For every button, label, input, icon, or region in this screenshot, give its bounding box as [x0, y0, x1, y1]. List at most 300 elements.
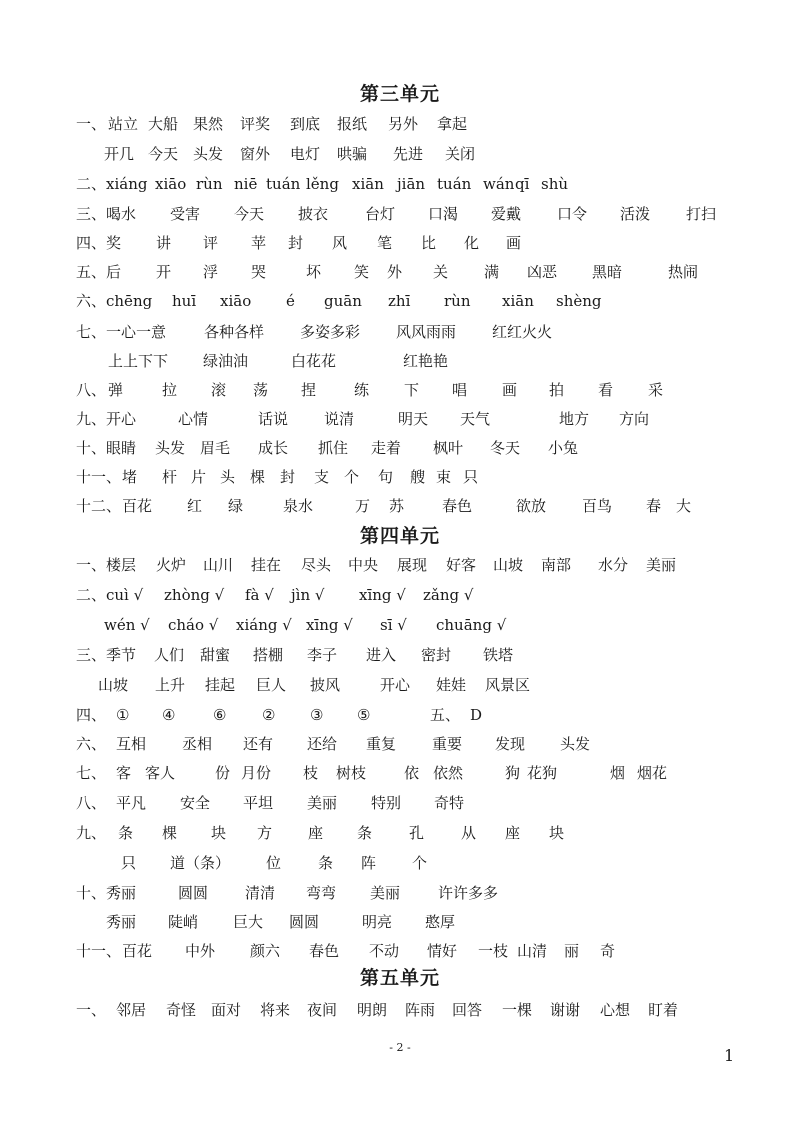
answer-item: 滚 — [211, 381, 227, 399]
answer-line — [0, 703, 800, 727]
answer-item: 枝 — [303, 764, 319, 782]
answer-line — [0, 851, 800, 875]
answer-item: 铁塔 — [483, 646, 514, 664]
answer-item: 条 — [118, 824, 134, 842]
answer-item: 烟花 — [637, 764, 668, 782]
answer-item: 座 — [505, 824, 521, 842]
answer-item: 地方 — [559, 410, 590, 428]
answer-item: 美丽 — [307, 794, 338, 812]
answer-item: zhī — [388, 292, 411, 310]
answer-line — [0, 613, 800, 637]
answer-item: 挂在 — [251, 556, 282, 574]
answer-item: 大船 — [148, 115, 179, 133]
answer-item: cháo √ — [168, 616, 219, 634]
answer-item: 展现 — [397, 556, 428, 574]
answer-item: 荡 — [253, 381, 269, 399]
answer-item: chuāng √ — [436, 616, 507, 634]
question-number: 六、 — [76, 735, 107, 753]
answer-item: 上升 — [155, 676, 186, 694]
answer-item: shèng — [556, 292, 602, 310]
answer-item: 还有 — [243, 735, 274, 753]
answer-item: 成长 — [258, 439, 289, 457]
question-number: 二、 — [76, 586, 107, 604]
answer-item: 关 — [433, 263, 449, 281]
answer-item: sī √ — [380, 616, 407, 634]
answer-item: 南部 — [541, 556, 572, 574]
answer-item: 满 — [484, 263, 500, 281]
answer-item: 窗外 — [240, 145, 271, 163]
answer-item: 外 — [387, 263, 403, 281]
answer-line — [0, 732, 800, 756]
answer-item: niē — [234, 175, 258, 193]
answer-item: 弹 — [108, 381, 124, 399]
answer-item: 丞相 — [182, 735, 213, 753]
answer-line — [0, 553, 800, 577]
answer-item: 多姿多彩 — [300, 323, 361, 341]
answer-item: 山坡 — [98, 676, 129, 694]
answer-item: 陡峭 — [168, 913, 199, 931]
answer-item: xiān — [352, 175, 384, 193]
answer-item: 后 — [106, 263, 122, 281]
answer-item: 天气 — [460, 410, 491, 428]
answer-item: 好客 — [446, 556, 477, 574]
answer-item: 块 — [211, 824, 227, 842]
answer-item: 清清 — [245, 884, 276, 902]
unit-title: 第五单元 — [359, 967, 440, 989]
answer-item: 只 — [463, 468, 479, 486]
answer-item: 弯弯 — [306, 884, 337, 902]
answer-item: 苏 — [389, 497, 405, 515]
answer-item: 拉 — [162, 381, 178, 399]
question-number: 十、 — [76, 439, 107, 457]
answer-item: 笔 — [377, 234, 393, 252]
answer-item: wén √ — [104, 616, 150, 634]
answer-item: 头发 — [560, 735, 591, 753]
answer-item: 今天 — [148, 145, 179, 163]
answer-item: 眉毛 — [200, 439, 231, 457]
answer-item: 不动 — [369, 942, 400, 960]
answer-item: 奇怪 — [166, 1001, 197, 1019]
answer-item: 小兔 — [548, 439, 579, 457]
answer-item: ⑥ — [213, 706, 227, 724]
answer-item: 电灯 — [290, 145, 321, 163]
answer-item: 季节 — [106, 646, 137, 664]
answer-item: 五、 — [430, 706, 461, 724]
answer-item: 发现 — [495, 735, 526, 753]
unit-title: 第四单元 — [359, 525, 440, 547]
answer-item: ① — [116, 706, 130, 724]
answer-line — [0, 260, 800, 284]
answer-item: 心想 — [600, 1001, 631, 1019]
question-number: 四、 — [76, 706, 107, 724]
answer-item: 圆圆 — [178, 884, 209, 902]
answer-line — [0, 202, 800, 226]
answer-item: 中央 — [348, 556, 379, 574]
answer-item: 百鸟 — [582, 497, 613, 515]
answer-item: 百花 — [122, 942, 153, 960]
answer-item: 回答 — [452, 1001, 483, 1019]
answer-item: 安全 — [180, 794, 211, 812]
answer-item: 条 — [357, 824, 373, 842]
answer-item: huī — [172, 292, 197, 310]
answer-line — [0, 910, 800, 934]
answer-item: 只 — [121, 854, 137, 872]
answer-item: 今天 — [234, 205, 265, 223]
answer-item: 还给 — [307, 735, 338, 753]
answer-item: xīng √ — [359, 586, 406, 604]
answer-line — [0, 407, 800, 431]
answer-item: 山川 — [203, 556, 234, 574]
answer-item: 画 — [502, 381, 518, 399]
answer-item: 口令 — [557, 205, 588, 223]
answer-item: 化 — [464, 234, 480, 252]
answer-item: xiáng √ — [236, 616, 292, 634]
answer-item: xiāo — [155, 175, 187, 193]
answer-item: 采 — [648, 381, 664, 399]
answer-item: 挂起 — [205, 676, 236, 694]
answer-line — [0, 881, 800, 905]
answer-item: zhòng √ — [164, 586, 225, 604]
answer-item: 凶恶 — [527, 263, 558, 281]
answer-item: 秀丽 — [106, 884, 137, 902]
answer-item: 句 — [378, 468, 394, 486]
answer-item: 风景区 — [485, 676, 531, 694]
answer-item: 爱戴 — [491, 205, 522, 223]
answer-item: ③ — [310, 706, 324, 724]
answer-item: 进入 — [366, 646, 397, 664]
answer-item: 道（条） — [170, 854, 231, 872]
answer-item: 口渴 — [428, 205, 459, 223]
answer-item: 将来 — [260, 1001, 291, 1019]
answer-item: xiān — [502, 292, 534, 310]
answer-item: 受害 — [170, 205, 201, 223]
question-number: 一、 — [76, 1001, 107, 1019]
answer-line — [0, 494, 800, 518]
answer-item: 重复 — [366, 735, 397, 753]
answer-item: tuán — [266, 175, 301, 193]
answer-item: 密封 — [421, 646, 452, 664]
question-number: 十二、 — [76, 497, 122, 515]
page-number: - 2 - — [389, 1041, 411, 1054]
answer-item: 比 — [421, 234, 437, 252]
answer-item: 份 — [215, 764, 231, 782]
answer-item: 艘 — [410, 468, 426, 486]
answer-item: 拿起 — [437, 115, 468, 133]
answer-item: 黑暗 — [592, 263, 623, 281]
answer-item: 唱 — [452, 381, 468, 399]
answer-item: 评奖 — [240, 115, 271, 133]
answer-item: 平凡 — [116, 794, 147, 812]
answer-item: 奇 — [600, 942, 616, 960]
answer-item: 关闭 — [445, 145, 476, 163]
answer-line — [0, 231, 800, 255]
answer-item: 颜六 — [250, 942, 281, 960]
answer-item: rùn — [196, 175, 223, 193]
answer-item: 各种各样 — [204, 323, 265, 341]
answer-line — [0, 465, 800, 489]
answer-item: cuì √ — [106, 586, 144, 604]
answer-item: 丽 — [564, 942, 580, 960]
answer-item: 枫叶 — [433, 439, 464, 457]
answer-item: 红艳艳 — [403, 352, 449, 370]
answer-item: 笑 — [354, 263, 370, 281]
answer-item: 秀丽 — [106, 913, 137, 931]
answer-item: 娃娃 — [436, 676, 467, 694]
answer-item: 棵 — [250, 468, 266, 486]
answer-item: 特别 — [371, 794, 402, 812]
answer-item: 浮 — [203, 263, 219, 281]
answer-line — [0, 349, 800, 373]
answer-item: 座 — [308, 824, 324, 842]
answer-item: é — [286, 292, 295, 310]
answer-item: 练 — [354, 381, 370, 399]
answer-item: 狗 — [505, 764, 521, 782]
answer-item: 树枝 — [336, 764, 367, 782]
answer-item: 尽头 — [301, 556, 332, 574]
answer-item: 抓住 — [318, 439, 349, 457]
answer-item: lěng — [306, 175, 339, 193]
answer-item: 奖 — [106, 234, 122, 252]
answer-item: 另外 — [388, 115, 419, 133]
answer-item: 憨厚 — [425, 913, 456, 931]
answer-item: 活泼 — [620, 205, 651, 223]
answer-item: 明朗 — [357, 1001, 388, 1019]
answer-item: jìn √ — [291, 586, 325, 604]
answer-item: 平坦 — [243, 794, 274, 812]
answer-line — [0, 436, 800, 460]
answer-item: 热闹 — [668, 263, 699, 281]
answer-item: 阵 — [361, 854, 377, 872]
answer-item: 风风雨雨 — [396, 323, 457, 341]
answer-item: 月份 — [241, 764, 272, 782]
answer-item: 一枝 — [478, 942, 509, 960]
answer-item: 奇特 — [434, 794, 465, 812]
answer-item: qī — [515, 175, 530, 193]
answer-item: 明亮 — [362, 913, 393, 931]
answer-item: 封 — [280, 468, 296, 486]
answer-item: 心情 — [178, 410, 209, 428]
answer-item: 说清 — [324, 410, 355, 428]
answer-item: 块 — [549, 824, 565, 842]
answer-item: 山清 — [517, 942, 548, 960]
answer-item: 披风 — [310, 676, 341, 694]
answer-item: 重要 — [432, 735, 463, 753]
answer-line — [0, 998, 800, 1022]
answer-item: rùn — [444, 292, 471, 310]
question-number: 八、 — [76, 381, 107, 399]
answer-item: zǎng √ — [423, 586, 474, 604]
answer-item: 面对 — [211, 1001, 242, 1019]
answer-item: 春色 — [309, 942, 340, 960]
answer-line — [0, 643, 800, 667]
question-number: 三、 — [76, 646, 107, 664]
answer-item: 楼层 — [106, 556, 137, 574]
answer-item: 依 — [404, 764, 420, 782]
answer-item: 先进 — [393, 145, 424, 163]
answer-item: 苹 — [251, 234, 267, 252]
answer-item: 台灯 — [365, 205, 396, 223]
answer-item: 大 — [676, 497, 692, 515]
answer-item: guān — [324, 292, 362, 310]
answer-line — [0, 289, 800, 313]
answer-item: 支 — [314, 468, 330, 486]
answer-item: 许许多多 — [438, 884, 499, 902]
answer-item: 一棵 — [502, 1001, 533, 1019]
answer-item: 堵 — [122, 468, 138, 486]
answer-item: 头 — [220, 468, 236, 486]
answer-item: xiāo — [220, 292, 252, 310]
answer-item: 拍 — [549, 381, 565, 399]
answer-line — [0, 378, 800, 402]
answer-item: 春 — [646, 497, 662, 515]
answer-item: 绿 — [228, 497, 244, 515]
answer-item: 上上下下 — [108, 352, 169, 370]
answer-item: 开心 — [380, 676, 411, 694]
answer-item: 站立 — [108, 115, 139, 133]
answer-item: 客人 — [145, 764, 176, 782]
answer-item: 片 — [191, 468, 207, 486]
answer-line — [0, 142, 800, 166]
answer-item: 开几 — [104, 145, 135, 163]
question-number: 十、 — [76, 884, 107, 902]
answer-item: 搭棚 — [253, 646, 284, 664]
corner-mark: 1 — [724, 1046, 735, 1065]
answer-item: ⑤ — [357, 706, 371, 724]
answer-item: 果然 — [193, 115, 224, 133]
question-number: 七、 — [76, 323, 107, 341]
answer-item: 烟 — [610, 764, 626, 782]
answer-item: 方向 — [619, 410, 650, 428]
answer-item: D — [470, 706, 483, 724]
answer-item: 头发 — [193, 145, 224, 163]
answer-item: 盯着 — [648, 1001, 679, 1019]
answer-item: 夜间 — [307, 1001, 338, 1019]
answer-item: chēng — [106, 292, 153, 310]
answer-item: 到底 — [290, 115, 321, 133]
answer-item: 春色 — [442, 497, 473, 515]
question-number: 八、 — [76, 794, 107, 812]
answer-item: 山坡 — [493, 556, 524, 574]
answer-item: 邻居 — [116, 1001, 147, 1019]
answer-item: 李子 — [307, 646, 338, 664]
answer-item: 孔 — [409, 824, 425, 842]
question-number: 二、 — [76, 175, 107, 193]
answer-line — [0, 673, 800, 697]
answer-item: xīng √ — [306, 616, 353, 634]
answer-item: 棵 — [162, 824, 178, 842]
answer-item: 依然 — [433, 764, 464, 782]
answer-item: 束 — [436, 468, 452, 486]
answer-item: 杆 — [162, 468, 178, 486]
answer-item: 方 — [257, 824, 273, 842]
answer-item: 眼睛 — [106, 439, 137, 457]
answer-item: 谢谢 — [550, 1001, 581, 1019]
answer-line — [0, 821, 800, 845]
answer-item: 画 — [506, 234, 522, 252]
answer-item: 阵雨 — [405, 1001, 436, 1019]
answer-item: 走着 — [371, 439, 402, 457]
question-number: 七、 — [76, 764, 107, 782]
answer-item: 火炉 — [156, 556, 187, 574]
answer-item: 互相 — [116, 735, 147, 753]
answer-item: 头发 — [155, 439, 186, 457]
answer-item: 美丽 — [646, 556, 677, 574]
answer-item: 泉水 — [283, 497, 314, 515]
answer-item: 看 — [598, 381, 614, 399]
answer-item: tuán — [437, 175, 472, 193]
question-number: 十一、 — [76, 468, 122, 486]
answer-item: 坏 — [306, 263, 322, 281]
answer-item: 评 — [203, 234, 219, 252]
answer-item: wán — [483, 175, 515, 193]
answer-item: 情好 — [427, 942, 458, 960]
answer-item: 封 — [288, 234, 304, 252]
answer-line — [0, 172, 800, 196]
answer-line — [0, 112, 800, 136]
answer-item: 中外 — [185, 942, 216, 960]
answer-item: 白花花 — [291, 352, 337, 370]
question-number: 一、 — [76, 115, 107, 133]
answer-item: ② — [262, 706, 276, 724]
question-number: 九、 — [76, 410, 107, 428]
unit-title: 第三单元 — [359, 83, 440, 105]
question-number: 六、 — [76, 292, 107, 310]
answer-item: 一心一意 — [106, 323, 167, 341]
answer-item: 条 — [318, 854, 334, 872]
answer-item: 开心 — [106, 410, 137, 428]
answer-item: 个 — [344, 468, 360, 486]
answer-item: 捏 — [301, 381, 317, 399]
answer-item: fà √ — [245, 586, 274, 604]
answer-item: 位 — [266, 854, 282, 872]
question-number: 一、 — [76, 556, 107, 574]
answer-item: 报纸 — [337, 115, 368, 133]
answer-item: 喝水 — [106, 205, 137, 223]
answer-item: 风 — [332, 234, 348, 252]
answer-item: 绿油油 — [203, 352, 249, 370]
answer-item: 巨大 — [233, 913, 264, 931]
answer-item: 圆圆 — [289, 913, 320, 931]
answer-item: 红红火火 — [492, 323, 553, 341]
question-number: 三、 — [76, 205, 107, 223]
answer-item: 万 — [355, 497, 371, 515]
answer-item: 哭 — [251, 263, 267, 281]
answer-item: 水分 — [598, 556, 629, 574]
answer-item: 明天 — [398, 410, 429, 428]
answer-line — [0, 791, 800, 815]
answer-item: 披衣 — [298, 205, 329, 223]
answer-line — [0, 320, 800, 344]
answer-item: 欲放 — [516, 497, 547, 515]
answer-item: 哄骗 — [337, 145, 368, 163]
answer-item: 美丽 — [370, 884, 401, 902]
answer-line — [0, 939, 800, 963]
question-number: 九、 — [76, 824, 107, 842]
answer-item: 打扫 — [686, 205, 717, 223]
answer-item: jiān — [397, 175, 426, 193]
answer-item: 花狗 — [527, 764, 558, 782]
answer-line — [0, 583, 800, 607]
answer-item: ④ — [162, 706, 176, 724]
answer-item: xiáng — [106, 175, 148, 193]
answer-item: 红 — [187, 497, 203, 515]
question-number: 五、 — [76, 263, 107, 281]
question-number: 四、 — [76, 234, 107, 252]
answer-item: 人们 — [154, 646, 185, 664]
question-number: 十一、 — [76, 942, 122, 960]
answer-item: 讲 — [156, 234, 172, 252]
answer-item: 巨人 — [256, 676, 287, 694]
